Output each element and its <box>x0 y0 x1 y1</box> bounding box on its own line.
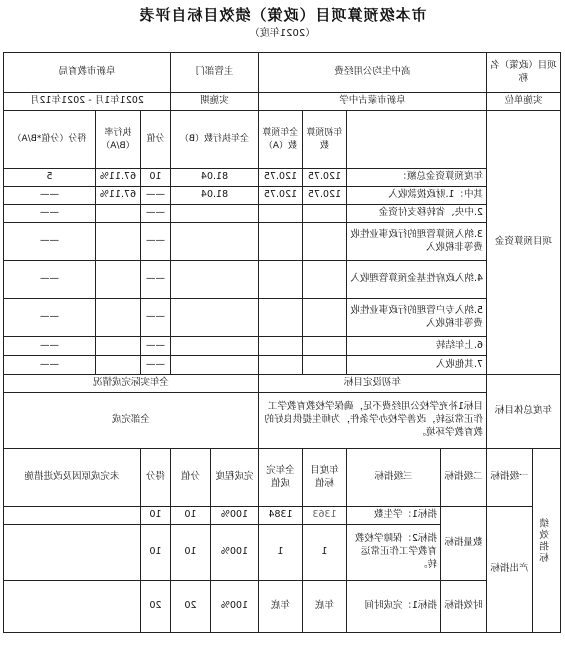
fund-header-blank <box>346 111 486 169</box>
fund-section-label: 项目预算资金 <box>486 111 560 375</box>
perf-header-score: 得分 <box>140 449 170 507</box>
perf-row-level3: 指标1：学生数 <box>346 507 440 525</box>
perf-header-target: 年度目标值 <box>302 449 346 507</box>
fund-row-exec <box>170 205 258 223</box>
fund-header-score: 得分（分值*B/A） <box>3 111 95 169</box>
fund-row-budget: 120.75 <box>302 187 346 205</box>
fund-row-label: 年度预算资金总额： <box>346 169 486 187</box>
perf-row-weight: 20 <box>170 581 210 633</box>
page-subtitle: （2021年度） <box>249 28 316 39</box>
fund-row-weight: —— <box>140 356 170 375</box>
perf-row <box>3 507 560 525</box>
fund-header-exec: 全年执行数（B） <box>170 111 258 169</box>
fund-row-full: 120.75 <box>258 187 302 205</box>
fund-row <box>3 169 560 187</box>
fund-row-score: —— <box>3 205 95 223</box>
perf-row-reason <box>3 581 140 633</box>
fund-row-rate <box>95 205 140 223</box>
evaluation-table <box>3 52 561 633</box>
fund-row-rate: 67.11% <box>95 169 140 187</box>
fund-row-score: —— <box>3 223 95 261</box>
perf-row <box>3 581 560 633</box>
actual-result-label: 全年实际完成情况 <box>3 375 258 393</box>
fund-header-full: 全年预算数（A） <box>258 111 302 169</box>
page-title: 市本级预算项目（政策）绩效目标自评表 <box>138 6 427 24</box>
overall-content-row <box>3 393 560 449</box>
fund-row <box>3 299 560 337</box>
initial-target-text: 目标1补充学校公用经费不足，确保学校教育教学工作正常运转，改善学校办学条件，为师生提供良好的教育教学环境。 <box>258 393 486 449</box>
dept-label: 主管部门 <box>170 53 258 93</box>
overall-target-label: 年度总体目标 <box>486 375 560 449</box>
fund-row-score: —— <box>3 337 95 356</box>
fund-row-full <box>258 205 302 223</box>
fund-row-weight: —— <box>140 337 170 356</box>
fund-row-label: 7.其他收入 <box>346 356 486 375</box>
dept-value: 阜新市教育局 <box>3 53 170 93</box>
fund-row-full <box>258 223 302 261</box>
perf-row-done: 1384 <box>258 507 302 525</box>
overall-header-row <box>3 375 560 393</box>
impl-unit-value: 阜新市蒙古中学 <box>258 93 486 111</box>
fund-row <box>3 337 560 356</box>
fund-row-weight: —— <box>140 299 170 337</box>
fund-row-weight: —— <box>140 223 170 261</box>
actual-result-text: 全部完成 <box>3 393 258 449</box>
fund-row-rate: 67.11% <box>95 187 140 205</box>
perf-row-rate: 100% <box>210 581 258 633</box>
perf-header-level1: 一级指标 <box>486 449 532 507</box>
fund-row-weight: —— <box>140 261 170 299</box>
fund-row <box>3 223 560 261</box>
fund-row-exec <box>170 337 258 356</box>
perf-row-target: 1363 <box>302 507 346 525</box>
fund-header-row <box>3 111 560 169</box>
impl-unit-label: 实施单位 <box>486 93 560 111</box>
fund-row-rate <box>95 337 140 356</box>
fund-row <box>3 187 560 205</box>
perf-row-score: 20 <box>140 581 170 633</box>
fund-row-full <box>258 261 302 299</box>
perf-level2-time: 时效指标 <box>440 581 486 633</box>
fund-row-budget <box>302 337 346 356</box>
perf-row-rate: 100% <box>210 507 258 525</box>
perf-row-weight: 10 <box>170 525 210 581</box>
fund-row-score: —— <box>3 187 95 205</box>
fund-row-label: 5.纳入专户管理的行政事业性收费等非税收入 <box>346 299 486 337</box>
fund-row-full: 120.75 <box>258 169 302 187</box>
project-name-row <box>3 53 560 93</box>
fund-row <box>3 261 560 299</box>
impl-period-value: 2021年1月 - 2021年12月 <box>3 93 170 111</box>
fund-row-label: 4.纳入政府性基金预算管理收入 <box>346 261 486 299</box>
perf-row-reason <box>3 525 140 581</box>
fund-row-exec: 81.04 <box>170 169 258 187</box>
fund-row-budget <box>302 261 346 299</box>
initial-target-label: 年初设定目标 <box>258 375 486 393</box>
perf-header-completion: 完成程度 <box>210 449 258 507</box>
perf-level2-quantity: 数量指标 <box>440 507 486 581</box>
fund-row-exec <box>170 299 258 337</box>
perf-row-rate: 100% <box>210 525 258 581</box>
fund-row-full <box>258 356 302 375</box>
fund-row-rate <box>95 299 140 337</box>
perf-header-reason: 未完成原因及改进措施 <box>3 449 140 507</box>
fund-row-weight: —— <box>140 205 170 223</box>
fund-row-budget <box>302 223 346 261</box>
fund-row-weight: 10 <box>140 169 170 187</box>
impl-period-label: 实施期 <box>170 93 258 111</box>
fund-row-label: 2.中央、省转移支付资金 <box>346 205 486 223</box>
fund-row-full <box>258 337 302 356</box>
fund-row-exec <box>170 261 258 299</box>
fund-row-score: —— <box>3 299 95 337</box>
fund-row-full <box>258 299 302 337</box>
perf-row-reason <box>3 507 140 525</box>
fund-row-budget <box>302 356 346 375</box>
perf-group-label: 绩效指标 <box>533 449 561 633</box>
fund-row-score: 5 <box>3 169 95 187</box>
perf-row-score: 10 <box>140 525 170 581</box>
fund-row <box>3 205 560 223</box>
perf-row-score: 10 <box>140 507 170 525</box>
fund-row-label: 3.纳入预算管理的行政事业性收费等非税收入 <box>346 223 486 261</box>
fund-row-weight: —— <box>140 187 170 205</box>
fund-row-rate <box>95 223 140 261</box>
fund-row-exec <box>170 223 258 261</box>
fund-header-rate: 执行率（B/A） <box>95 111 140 169</box>
impl-row <box>3 93 560 111</box>
fund-row-exec <box>170 356 258 375</box>
perf-row-level3: 指标1：完成时间 <box>346 581 440 633</box>
perf-row-level3: 指标2：保障学校教育教学工作正常运转。 <box>346 525 440 581</box>
fund-row <box>3 356 560 375</box>
fund-row-exec: 81.04 <box>170 187 258 205</box>
perf-row-done: 1 <box>258 525 302 581</box>
perf-row-target: 1 <box>302 525 346 581</box>
fund-header-weight: 分值 <box>140 111 170 169</box>
fund-row-budget <box>302 299 346 337</box>
fund-header-budget: 年初预算数 <box>302 111 346 169</box>
perf-row-target: 年底 <box>302 581 346 633</box>
fund-row-rate <box>95 261 140 299</box>
perf-header-row <box>3 449 560 507</box>
fund-row-budget: 120.75 <box>302 169 346 187</box>
perf-header-level2: 二级指标 <box>440 449 486 507</box>
project-name-label: 项目（政策）名称 <box>486 53 560 93</box>
perf-header-done: 全年完成值 <box>258 449 302 507</box>
fund-row-label: 6.上年结转 <box>346 337 486 356</box>
fund-row-rate <box>95 356 140 375</box>
project-name-value: 高中生均公用经费 <box>258 53 486 93</box>
perf-header-weight: 分值 <box>170 449 210 507</box>
fund-row-label: 其中：1.财政拨款收入 <box>346 187 486 205</box>
perf-header-level3: 三级指标 <box>346 449 440 507</box>
fund-row-score: —— <box>3 261 95 299</box>
fund-row-score: —— <box>3 356 95 375</box>
perf-row-done: 年底 <box>258 581 302 633</box>
perf-row-weight: 10 <box>170 507 210 525</box>
perf-output-label: 产出指标 <box>486 507 532 633</box>
fund-row-budget <box>302 205 346 223</box>
